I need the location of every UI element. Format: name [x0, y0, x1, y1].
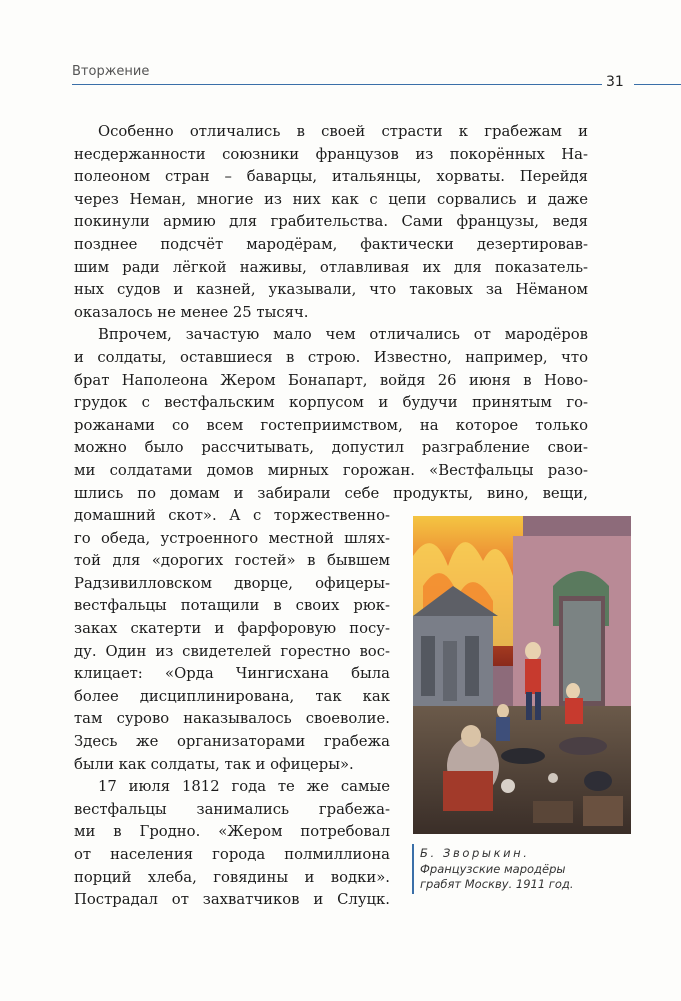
text-line: шлись по домам и забирали себе продукты, вино, вещи, [74, 484, 588, 502]
page-number-rule [634, 84, 681, 85]
paragraph-3 [74, 776, 390, 912]
paragraph-2-continued [74, 505, 390, 776]
page-number: 31 [606, 74, 624, 90]
paragraph-2 [74, 324, 588, 505]
text-line: Впрочем, зачастую мало чем отличались от мародёров [98, 326, 588, 344]
text-line: можно было рассчитывать, допустил разграбление свои- [74, 439, 588, 457]
text-line: Здесь же организаторами грабежа [74, 732, 390, 750]
text-line: домашний скот». А с торжественно- [74, 507, 390, 524]
caption-date: грабят Москву. 1911 год. [420, 877, 574, 891]
text-line: ду. Один из свидетелей горестно вос- [74, 642, 390, 660]
section-title: Вторжение [72, 64, 150, 79]
text-line: оказалось не менее 25 тысяч. [74, 303, 309, 321]
text-line: го обеда, устроенного местной шлях- [74, 529, 390, 547]
text-line: Пострадал от захватчиков и Слуцк. [74, 891, 390, 909]
caption-title: Французские мародёры [420, 861, 566, 876]
text-line: вестфальцы занимались грабежа- [74, 800, 390, 818]
header-rule [72, 84, 602, 85]
narrow-text-column [74, 505, 390, 912]
text-line: Особенно отличались в своей страсти к грабежам и [98, 123, 588, 140]
text-line: рожанами со всем гостеприимством, на которое только [74, 416, 588, 434]
figure-caption [420, 846, 630, 893]
text-line: шим ради лёгкой наживы, отлавливая их для показатель- [74, 258, 588, 276]
caption-rule [412, 844, 414, 894]
text-line: от населения города полмиллиона [74, 845, 390, 863]
text-line: грудок с вестфальским корпусом и будучи принятым го- [74, 394, 588, 412]
text-line: и солдаты, оставшиеся в строю. Известно, например, что [74, 348, 588, 366]
text-line: через Неман, многие из них как с цепи сорвались и даже [74, 190, 588, 208]
text-line: ми в Гродно. «Жером потребовал [74, 823, 390, 841]
text-line: Радзивилловском дворце, офицеры- [74, 574, 390, 592]
text-line: были как солдаты, так и офицеры». [74, 755, 354, 773]
text-line: позднее подсчёт мародёрам, фактически дезертировав- [74, 235, 588, 253]
text-line: той для «дорогих гостей» в бывшем [74, 552, 390, 570]
text-line: ных судов и казней, указывали, что таковых за Нёманом [74, 281, 588, 299]
text-line: там сурово наказывалось своеволие. [74, 710, 390, 728]
main-text [74, 121, 588, 505]
paragraph-1 [74, 121, 588, 324]
text-line: клицает: «Орда Чингисхана была [74, 665, 390, 683]
text-line: вестфальцы потащили в своих рюк- [74, 597, 390, 615]
text-line: ми солдатами домов мирных горожан. «Вестфальцы разо- [74, 461, 588, 479]
text-line: несдержанности союзники французов из покорённых На- [74, 145, 588, 163]
text-line: более дисциплинирована, так как [74, 687, 390, 705]
text-line: полеоном стран – баварцы, итальянцы, хорваты. Перейдя [74, 168, 588, 186]
caption-artist: Б. Зворыкин. [420, 846, 530, 860]
text-line: покинули армию для грабительства. Сами французы, ведя [74, 213, 588, 231]
text-line: 17 июля 1812 года те же самые [98, 778, 390, 796]
text-line: брат Наполеона Жером Бонапарт, войдя 26 июня в Ново- [74, 371, 588, 389]
text-line: порций хлеба, говядины и водки». [74, 868, 390, 886]
painting-illustration [413, 516, 631, 834]
text-line: заках скатерти и фарфоровую посу- [74, 619, 390, 637]
